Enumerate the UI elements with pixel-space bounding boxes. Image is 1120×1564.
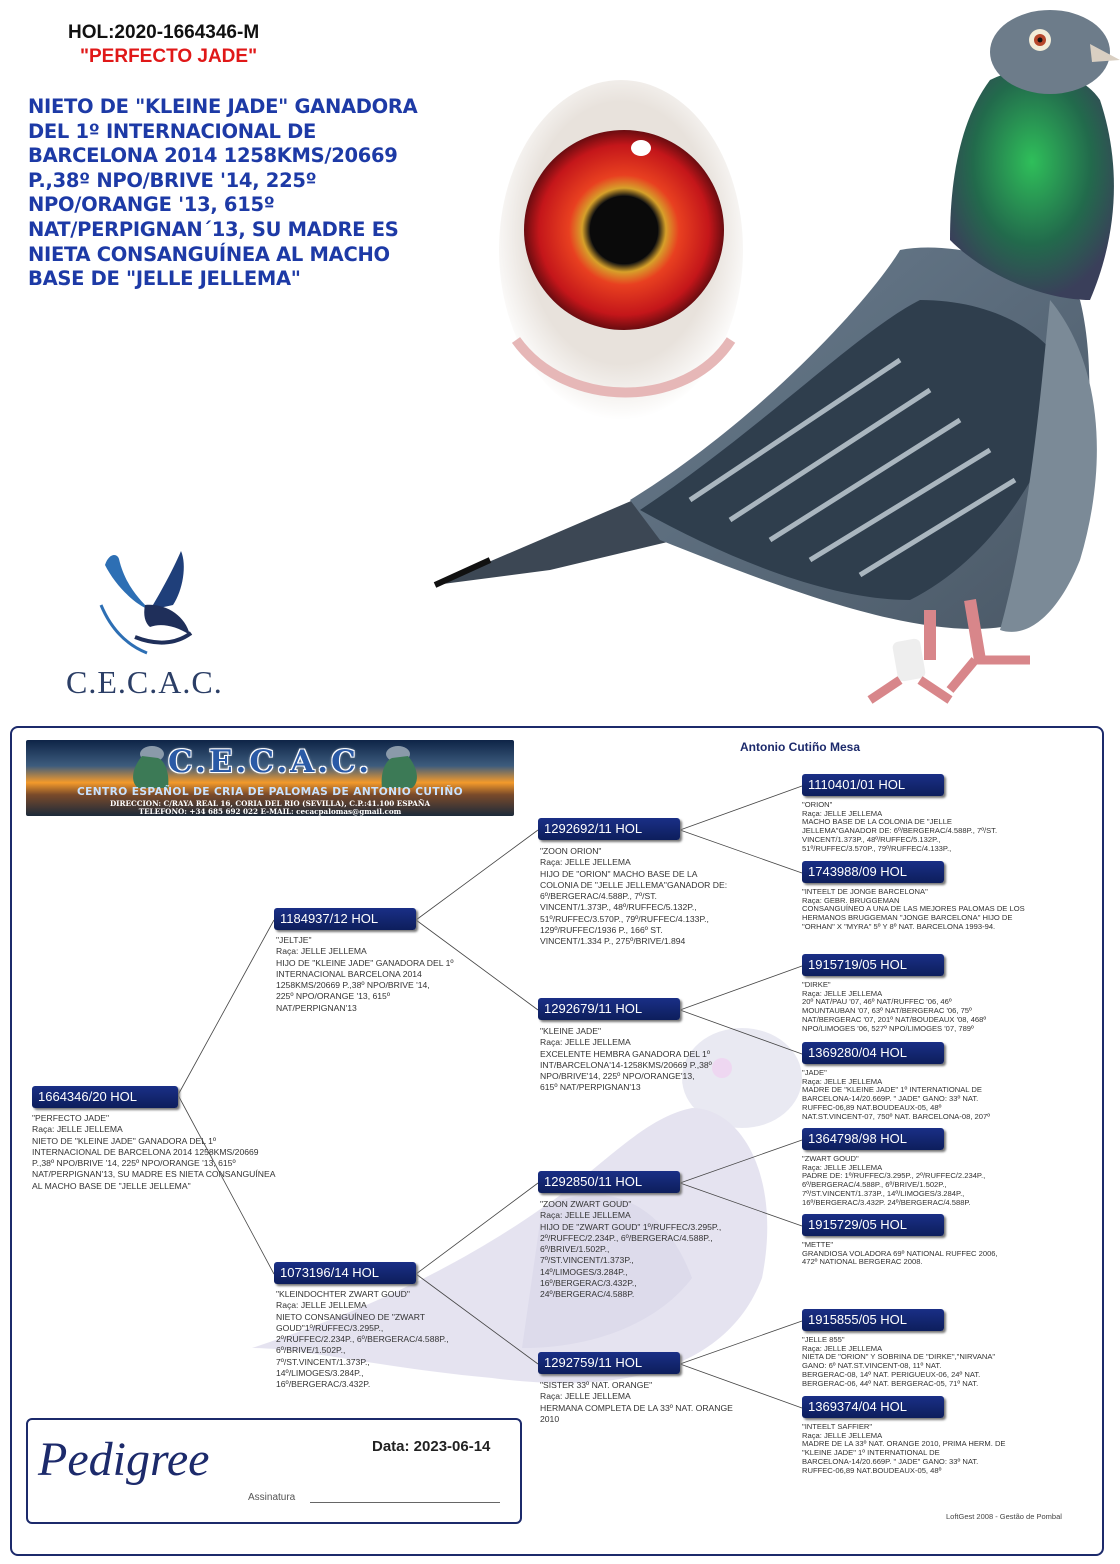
bird-name: "PERFECTO JADE" xyxy=(80,46,258,67)
headline-line: DEL 1º INTERNACIONAL DE xyxy=(28,119,317,143)
detail-line: 16º/BERGERAC/3.432P., xyxy=(540,1278,637,1289)
detail-line: JELLEMA"GANADOR DE: 6º/BERGERAC/4.588P., 7º/ST. xyxy=(802,826,998,836)
detail-line: 1258KMS/20669 P.,38º NPO/BRIVE '14, xyxy=(276,980,430,991)
detail-line: "INTEELT DE JONGE BARCELONA" xyxy=(802,887,928,896)
detail-line: NAT/PERPIGNAN'13 xyxy=(276,1002,357,1013)
signature-label: Assinatura xyxy=(248,1492,296,1503)
detail-line: Raça: JELLE JELLEMA xyxy=(276,1300,367,1311)
detail-line: 16º/BERGERAC/3.432P. 24º/BERGERAC/4.588P. xyxy=(802,1197,971,1207)
detail-line: NIETO CONSANGUÍNEO DE "ZWART xyxy=(276,1311,425,1322)
detail-line: "JELLE 855" xyxy=(802,1335,845,1344)
detail-line: "KLEINE JADE" xyxy=(540,1026,602,1036)
banner-address: DIRECCION: C/RAYA REAL 16, CORIA DEL RIO (SEVILLA), C.P.:41.100 ESPAÑA xyxy=(109,799,431,808)
detail-line: "ORION" xyxy=(802,800,833,809)
detail-line: NPO/LIMOGES '06, 527º NPO/LIMOGES '07, 789º xyxy=(802,1023,974,1033)
detail-line: MOUNTAUBAN '07, 63º NAT/BERGERAC '06, 75º xyxy=(802,1006,972,1016)
ds-details xyxy=(540,1199,721,1301)
detail-line: Raça: JELLE JELLEMA xyxy=(540,1210,631,1221)
detail-line: 6º/BRIVE/1.502P., xyxy=(276,1345,346,1356)
detail-line: 2º/RUFFEC/2.234P., 6º/BERGERAC/4.588P., xyxy=(276,1334,449,1345)
logo-text: C.E.C.A.C. xyxy=(66,664,223,700)
pedigree-date: Data: 2023-06-14 xyxy=(372,1438,491,1455)
detail-line: Raça: JELLE JELLEMA xyxy=(802,1162,883,1172)
ring-box-sss: 1110401/01 HOL xyxy=(802,774,944,796)
detail-line: "JELTJE" xyxy=(276,935,312,945)
detail-line: 129º/RUFFEC/1936 P., 166º ST. xyxy=(540,925,663,936)
detail-line: NAT/BERGERAC '07, 201º NAT/BOUDEAUX '08, 468º xyxy=(802,1014,987,1024)
detail-line: Raça: JELLE JELLEMA xyxy=(802,1343,883,1353)
detail-line: HIJO DE "ORION" MACHO BASE DE LA xyxy=(540,868,698,879)
software-footer: LoftGest 2008 - Gestão de Pombal xyxy=(946,1512,1062,1521)
sdd-details xyxy=(802,1069,990,1121)
headline-line: NPO/ORANGE '13, 615º xyxy=(28,193,275,217)
ring-box-ss: 1292692/11 HOL xyxy=(538,818,680,840)
dsd-details xyxy=(802,1241,998,1267)
headline-line: P.,38º NPO/BRIVE '14, 225º xyxy=(28,168,317,192)
dd-details xyxy=(540,1380,733,1425)
detail-line: "ORHAN" X "MYRA" 5º Y 8º NAT. BARCELONA 1993-94. xyxy=(802,921,996,931)
ddd-details xyxy=(802,1423,1006,1475)
detail-line: 615º NAT/PERPIGNAN'13 xyxy=(540,1082,641,1093)
detail-line: Raça: JELLE JELLEMA xyxy=(802,1430,883,1440)
ss-details xyxy=(540,846,727,948)
ring-box-sdd: 1369280/04 HOL xyxy=(802,1042,944,1064)
detail-line: 6º/BRIVE/1.502P., xyxy=(540,1244,610,1255)
detail-line: 16º/BERGERAC/3.432P. xyxy=(276,1379,371,1390)
detail-line: Raça: JELLE JELLEMA xyxy=(276,946,367,957)
detail-line: VINCENT/1.334 P., 275º/BRIVE/1.894 xyxy=(540,936,686,947)
detail-line: Raça: JELLE JELLEMA xyxy=(802,808,883,818)
detail-line: "ZOON ORION" xyxy=(540,846,602,856)
detail-line: Raça: GEBR. BRUGGEMAN xyxy=(802,895,900,905)
detail-line: 225º NPO/ORANGE '13, 615º xyxy=(276,991,390,1002)
detail-line: 24º/BERGERAC/4.588P. xyxy=(540,1289,635,1300)
detail-line: 472º NATIONAL BERGERAC 2008. xyxy=(802,1257,923,1267)
detail-line: 2010 xyxy=(540,1413,560,1424)
headline-line: NIETA CONSANGUÍNEA AL MACHO xyxy=(28,242,390,266)
detail-line: PADRE DE: 1º/RUFFEC/3.295P., 2º/RUFFEC/2.234P., xyxy=(802,1171,986,1181)
detail-line: "JADE" xyxy=(802,1068,827,1077)
detail-line: "KLEINE JADE" 1º INTERNATIONAL DE xyxy=(802,1448,940,1458)
detail-line: Raça: JELLE JELLEMA xyxy=(540,857,631,868)
cecac-banner xyxy=(26,740,514,816)
detail-line: CONSANGUÍNEO A UNA DE LAS MEJORES PALOMAS DE LOS xyxy=(802,904,1025,914)
ring-box-dds: 1915855/05 HOL xyxy=(802,1309,944,1331)
detail-line: INTERNACIONAL DE BARCELONA 2014 1258KMS/20669 xyxy=(32,1146,259,1157)
detail-line: HERMANA COMPLETA DE LA 33º NAT. ORANGE xyxy=(540,1402,733,1413)
owner-name: Antonio Cutiño Mesa xyxy=(740,740,860,754)
pedigree-card xyxy=(10,726,1104,1556)
banner-title: C.E.C.A.C. xyxy=(167,744,373,780)
signature-line xyxy=(310,1502,500,1503)
detail-line: RUFFEC-06,89 NAT.BOUDEAUX-05, 48º xyxy=(802,1465,942,1475)
detail-line: 14º/LIMOGES/3.284P., xyxy=(540,1266,628,1277)
headline-line: BASE DE "JELLE JELLEMA" xyxy=(28,267,301,291)
detail-line: "METTE" xyxy=(802,1240,834,1249)
banner-subtitle: CENTRO ESPAÑOL DE CRIA DE PALOMAS DE ANTONIO CUTIÑO xyxy=(76,786,464,798)
dds-details xyxy=(802,1336,995,1388)
detail-line: NIETA DE "ORION" Y SOBRINA DE "DIRKE","NIRVANA" xyxy=(802,1352,996,1362)
detail-line: MADRE DE LA 33º NAT. ORANGE 2010, PRIMA HERM. DE xyxy=(802,1439,1006,1449)
detail-line: BERGERAC-08, 14º NAT. PERIGUEUX-06, 24º NAT. xyxy=(802,1369,981,1379)
banner-contact: TELEFONO: +34 685 692 022 E-MAIL: cecacpalomas@gmail.com xyxy=(138,807,402,816)
ring-box-bird: 1664346/20 HOL xyxy=(32,1086,178,1108)
detail-line: P.,38º NPO/BRIVE '14, 225º NPO/ORANGE '13, 615º xyxy=(32,1158,236,1169)
detail-line: NIETO DE "KLEINE JADE" GANADORA DEL 1º xyxy=(32,1135,217,1146)
detail-line: HIJO DE "ZWART GOUD" 1º/RUFFEC/3.295P., xyxy=(540,1221,722,1232)
detail-line: 20º NAT/PAU '07, 46º NAT/RUFFEC '06, 46º xyxy=(802,997,952,1007)
detail-line: "ZWART GOUD" xyxy=(802,1154,859,1163)
detail-line: VINCENT/1.373P., 48º/RUFFEC/5.132P., xyxy=(540,902,697,913)
detail-line: INTERNACIONAL BARCELONA 2014 xyxy=(276,968,422,979)
dam-details xyxy=(276,1289,449,1391)
ring-box-sire: 1184937/12 HOL xyxy=(274,908,416,930)
detail-line: HIJO DE "KLEINE JADE" GANADORA DEL 1º xyxy=(276,957,454,968)
sds-details xyxy=(802,981,986,1033)
detail-line: HERMANOS BRUGGEMAN "JONGE BARCELONA" HIJO DE xyxy=(802,913,1013,923)
ring-box-dsd: 1915729/05 HOL xyxy=(802,1214,944,1236)
ring-box-ssd: 1743988/09 HOL xyxy=(802,861,944,883)
detail-line: Raça: JELLE JELLEMA xyxy=(32,1124,123,1135)
detail-line: 7º/ST.VINCENT/1.373P., 14º/LIMOGES/3.284P., xyxy=(802,1188,965,1198)
ring-box-dss: 1364798/98 HOL xyxy=(802,1128,944,1150)
detail-line: BARCELONA-14/20.669P. " JADE" GANO: 33º NAT. xyxy=(802,1094,979,1104)
ring-box-ddd: 1369374/04 HOL xyxy=(802,1396,944,1418)
detail-line: GANO: 6º NAT.ST.VINCENT-08, 11º NAT. xyxy=(802,1361,942,1371)
detail-line: GOUD"1º/RUFFEC/3.295P., xyxy=(276,1322,384,1333)
sss-details xyxy=(802,801,997,853)
detail-line: 51º/RUFFEC/3.570P., 79º/RUFFEC/4.133P., xyxy=(802,843,952,853)
sire-details xyxy=(276,935,454,1014)
ssd-details xyxy=(802,888,1025,932)
headline-line: NAT/PERPIGNAN´13, SU MADRE ES xyxy=(28,217,399,241)
detail-line: Raça: JELLE JELLEMA xyxy=(540,1037,631,1048)
dss-details xyxy=(802,1155,985,1207)
sd-details xyxy=(540,1026,712,1094)
detail-line: VINCENT/1.373P., 48º/RUFFEC/5.132P., xyxy=(802,834,941,844)
detail-line: MADRE DE "KLEINE JADE" 1º INTERNATIONAL DE xyxy=(802,1085,982,1095)
detail-line: AL MACHO BASE DE "JELLE JELLEMA" xyxy=(32,1180,191,1191)
signature-box xyxy=(26,1418,522,1524)
detail-line: NPO/BRIVE'14, 225º NPO/ORANGE'13, xyxy=(540,1071,695,1082)
detail-line: BERGERAC-06, 44º NAT. BERGERAC-05, 71º NAT. xyxy=(802,1378,979,1388)
detail-line: NAT/PERPIGNAN'13, SU MADRE ES NIETA CONSANGUÍNEA xyxy=(32,1169,276,1180)
detail-line: "KLEINDOCHTER ZWART GOUD" xyxy=(276,1289,410,1299)
detail-line: Raça: JELLE JELLEMA xyxy=(540,1391,631,1402)
detail-line: 7º/ST.VINCENT/1.373P., xyxy=(276,1356,370,1367)
ring-box-sd: 1292679/11 HOL xyxy=(538,998,680,1020)
detail-line: 2º/RUFFEC/2.234P., 6º/BERGERAC/4.588P., xyxy=(540,1232,713,1243)
detail-line: "INTEELT SAFFIER" xyxy=(802,1422,873,1431)
ring-id: HOL:2020-1664346-M xyxy=(68,22,260,43)
detail-line: 7º/ST.VINCENT/1.373P., xyxy=(540,1255,634,1266)
detail-line: 6º/BERGERAC/4.588P., 6º/BRIVE/1.502P., xyxy=(802,1180,947,1190)
detail-line: RUFFEC-06,89 NAT.BOUDEAUX-05, 48º xyxy=(802,1102,942,1112)
ring-box-sds: 1915719/05 HOL xyxy=(802,954,944,976)
detail-line: 51º/RUFFEC/3.570P., 79º/RUFFEC/4.133P., xyxy=(540,913,709,924)
detail-line: NAT.ST.VINCENT-07, 750º NAT. BARCELONA-08, 207º xyxy=(802,1111,991,1121)
detail-line: "ZOON ZWART GOUD" xyxy=(540,1199,632,1209)
eye-photo xyxy=(496,80,746,440)
bird-details xyxy=(32,1113,275,1192)
headline-line: BARCELONA 2014 1258KMS/20669 xyxy=(28,144,398,168)
ring-box-ds: 1292850/11 HOL xyxy=(538,1171,680,1193)
detail-line: Raça: JELLE JELLEMA xyxy=(802,988,883,998)
detail-line: 6º/BERGERAC/4.588P., 7º/ST. xyxy=(540,891,657,902)
detail-line: INT/BARCELONA'14-1258KMS/20669 P.,38º xyxy=(540,1059,712,1070)
pedigree-script-title: Pedigree xyxy=(38,1433,210,1486)
ring-box-dd: 1292759/11 HOL xyxy=(538,1352,680,1374)
cecac-logo-icon xyxy=(95,545,205,660)
headline-line: NIETO DE "KLEINE JADE" GANADORA xyxy=(28,95,418,118)
detail-line: 14º/LIMOGES/3.284P., xyxy=(276,1368,364,1379)
detail-line: BARCELONA-14/20.669P. " JADE" GANO: 33º NAT. xyxy=(802,1456,979,1466)
detail-line: GRANDIOSA VOLADORA 69º NATIONAL RUFFEC 2006, xyxy=(802,1248,998,1258)
detail-line: "SISTER 33º NAT. ORANGE" xyxy=(540,1380,653,1390)
detail-line: COLONIA DE "JELLE JELLEMA"GANADOR DE: xyxy=(540,879,728,890)
detail-line: Raça: JELLE JELLEMA xyxy=(802,1076,883,1086)
ring-box-dam: 1073196/14 HOL xyxy=(274,1262,416,1284)
detail-line: MACHO BASE DE LA COLONIA DE "JELLE xyxy=(802,817,952,827)
detail-line: EXCELENTE HEMBRA GANADORA DEL 1º xyxy=(540,1048,710,1059)
detail-line: "PERFECTO JADE" xyxy=(32,1113,110,1123)
detail-line: "DIRKE" xyxy=(802,980,831,989)
